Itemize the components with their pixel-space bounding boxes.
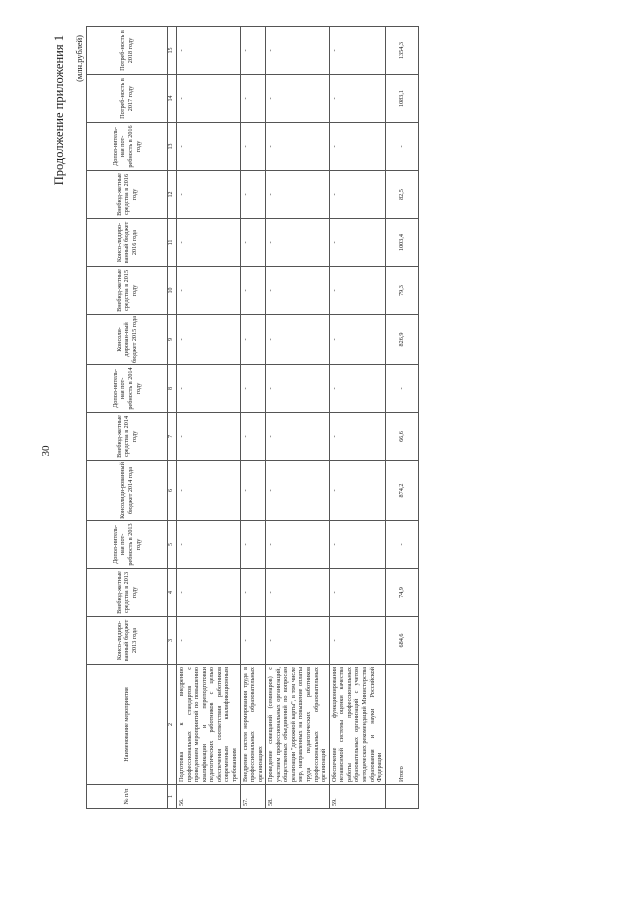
total-label: Итого	[385, 665, 418, 785]
value-cell: -	[329, 75, 385, 123]
value-cell: -	[240, 521, 266, 569]
column-header: Консо-лидиро-ванный бюджет 2013 года	[87, 617, 168, 665]
column-header: Потреб-ность в 2018 году	[87, 27, 168, 75]
column-header: Консо-лидиро-ванный бюджет 2016 года	[87, 219, 168, 267]
value-cell: -	[266, 123, 330, 171]
column-number: 1	[168, 785, 177, 809]
table-header-row	[87, 27, 168, 809]
value-cell: -	[329, 461, 385, 521]
column-header: Консоли-дирован-ный бюджет 2015 года	[87, 315, 168, 365]
value-cell: -	[266, 617, 330, 665]
value-cell: -	[177, 413, 241, 461]
value-cell: -	[240, 617, 266, 665]
measure-name: Проведение совещаний (семинаров) с участием профессиональных организаций, общественных объединений по вопросам реализации "дорожной карты", в том числе мер, направленных на повышение оплаты труда педагогических работников профессиональных образовательных организаций	[266, 665, 330, 785]
row-number: 56.	[177, 785, 241, 809]
total-value: 1083,1	[385, 75, 418, 123]
column-header: Допол-нитель-ная пот-ребность в 2014 году	[87, 365, 168, 413]
value-cell: -	[329, 521, 385, 569]
value-cell: -	[266, 171, 330, 219]
value-cell: -	[266, 365, 330, 413]
total-row	[385, 27, 418, 809]
value-cell: -	[240, 315, 266, 365]
table-row	[329, 27, 385, 809]
value-cell: -	[266, 413, 330, 461]
total-value: 74,9	[385, 569, 418, 617]
value-cell: -	[177, 75, 241, 123]
value-cell: -	[177, 315, 241, 365]
column-number: 13	[168, 123, 177, 171]
total-spacer	[385, 785, 418, 809]
measure-name: Обеспечение функционирования независимой системы оценки качества работы профессиональных образовательных организаций с учетом методических рекомендаций Министерства образования и науки Российской Федерации	[329, 665, 385, 785]
value-cell: -	[240, 27, 266, 75]
total-value: -	[385, 365, 418, 413]
total-value: 66,6	[385, 413, 418, 461]
value-cell: -	[329, 171, 385, 219]
column-number: 5	[168, 521, 177, 569]
column-number-row	[168, 27, 177, 809]
column-header: № п/п	[87, 785, 168, 809]
value-cell: -	[177, 461, 241, 521]
column-header: Внебюд-жетные средства в 2016 году	[87, 171, 168, 219]
value-cell: -	[177, 521, 241, 569]
value-cell: -	[266, 219, 330, 267]
column-number: 7	[168, 413, 177, 461]
column-number: 10	[168, 267, 177, 315]
budget-table	[86, 26, 419, 809]
value-cell: -	[266, 27, 330, 75]
value-cell: -	[266, 461, 330, 521]
value-cell: -	[329, 365, 385, 413]
total-value: 79,3	[385, 267, 418, 315]
units-label: (млн.рублей)	[74, 35, 84, 82]
column-header: Наименование мероприятия	[87, 665, 168, 785]
value-cell: -	[329, 267, 385, 315]
total-value: 1354,3	[385, 27, 418, 75]
value-cell: -	[329, 413, 385, 461]
value-cell: -	[240, 365, 266, 413]
value-cell: -	[240, 569, 266, 617]
column-number: 2	[168, 665, 177, 785]
column-number: 4	[168, 569, 177, 617]
column-header: Допол-нитель-ная пот-ребность в 2016 году	[87, 123, 168, 171]
value-cell: -	[177, 267, 241, 315]
column-number: 12	[168, 171, 177, 219]
value-cell: -	[329, 617, 385, 665]
column-number: 3	[168, 617, 177, 665]
measure-name: Внедрение систем нормирования труда в профессиональных образовательных организациях	[240, 665, 266, 785]
value-cell: -	[240, 75, 266, 123]
value-cell: -	[240, 267, 266, 315]
table-row	[266, 27, 330, 809]
column-header: Допол-нитель-ная пот-ребность в 2013 году	[87, 521, 168, 569]
value-cell: -	[329, 123, 385, 171]
value-cell: -	[177, 365, 241, 413]
value-cell: -	[240, 461, 266, 521]
total-value: 684,6	[385, 617, 418, 665]
column-header: Внебюд-жетные средства в 2014 году	[87, 413, 168, 461]
value-cell: -	[177, 569, 241, 617]
table-row	[177, 27, 241, 809]
value-cell: -	[329, 569, 385, 617]
value-cell: -	[266, 315, 330, 365]
value-cell: -	[177, 617, 241, 665]
value-cell: -	[240, 171, 266, 219]
value-cell: -	[266, 569, 330, 617]
column-number: 9	[168, 315, 177, 365]
table-row	[240, 27, 266, 809]
column-number: 11	[168, 219, 177, 267]
table-body	[177, 27, 419, 809]
column-number: 6	[168, 461, 177, 521]
value-cell: -	[177, 219, 241, 267]
column-header: Внебюд-жетные средства в 2015 году	[87, 267, 168, 315]
value-cell: -	[177, 123, 241, 171]
value-cell: -	[240, 219, 266, 267]
value-cell: -	[177, 171, 241, 219]
row-number: 57.	[240, 785, 266, 809]
total-value: 826,9	[385, 315, 418, 365]
total-value: -	[385, 123, 418, 171]
value-cell: -	[240, 123, 266, 171]
row-number: 59.	[329, 785, 385, 809]
column-header: Внебюд-жетные средства в 2013 году	[87, 569, 168, 617]
value-cell: -	[329, 27, 385, 75]
appendix-subtitle: Продолжение приложения 1	[52, 35, 66, 186]
column-number: 14	[168, 75, 177, 123]
total-value: 82,5	[385, 171, 418, 219]
column-number: 8	[168, 365, 177, 413]
measure-name: Подготовка к внедрению профессиональных стандартов с проведением мероприятий по повышению квалификации и переподготовки педагогических работников с целью обеспечения соответствия работников современным квалификационным требованиям	[177, 665, 241, 785]
total-value: 1003,4	[385, 219, 418, 267]
total-value: -	[385, 521, 418, 569]
value-cell: -	[329, 315, 385, 365]
value-cell: -	[329, 219, 385, 267]
page-number: 30	[40, 445, 52, 457]
value-cell: -	[177, 27, 241, 75]
value-cell: -	[266, 267, 330, 315]
column-header: Потреб-ность в 2017 году	[87, 75, 168, 123]
value-cell: -	[266, 75, 330, 123]
total-value: 874,2	[385, 461, 418, 521]
column-header: Консолиди-рованный бюджет 2014 года	[87, 461, 168, 521]
value-cell: -	[266, 521, 330, 569]
value-cell: -	[240, 413, 266, 461]
column-number: 15	[168, 27, 177, 75]
row-number: 58.	[266, 785, 330, 809]
